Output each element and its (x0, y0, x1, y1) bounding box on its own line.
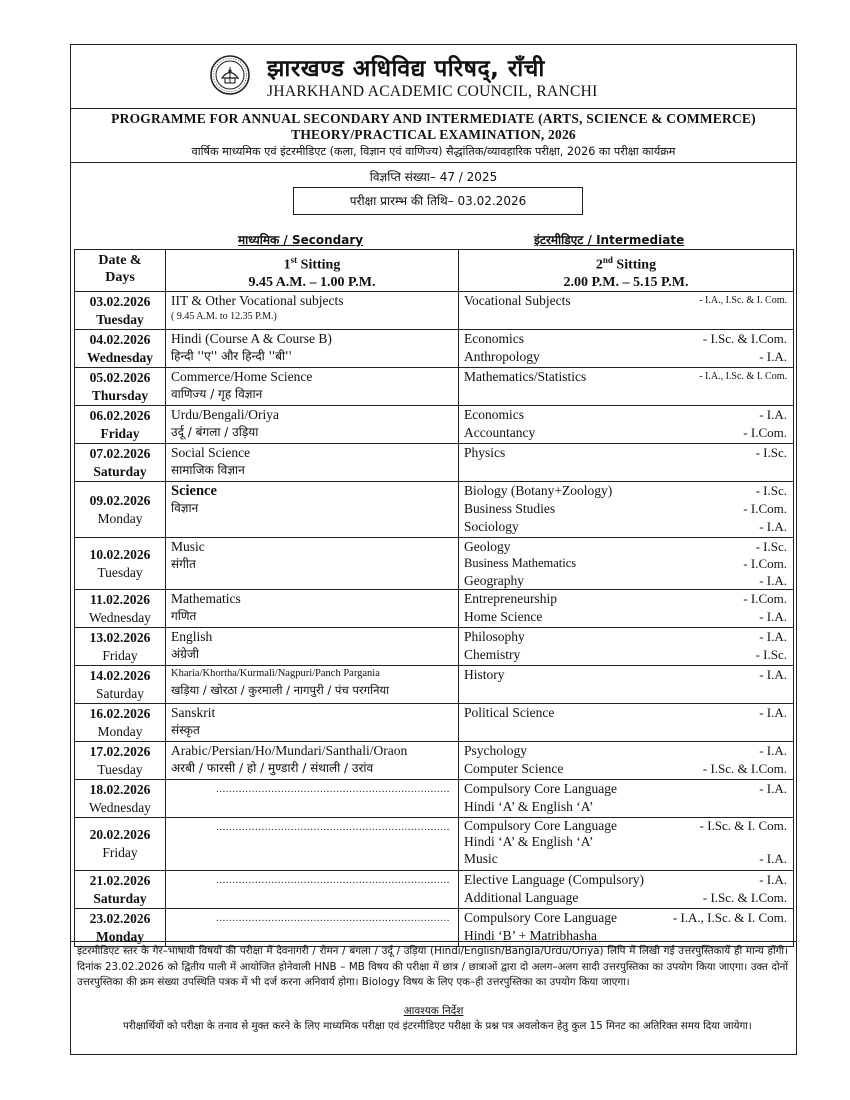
table-row (75, 870, 794, 908)
exam-start-date: परीक्षा प्रारम्भ की तिथि– 03.02.2026 (293, 187, 583, 215)
exam-date: 11.02.2026 (89, 591, 150, 607)
exam-day: Wednesday (86, 349, 154, 365)
stream: - I.Com. (743, 555, 787, 571)
stream: - I.A. (759, 780, 787, 796)
intermediate-subject-line (464, 646, 787, 664)
intermediate-label: इंटरमीडिएट / Intermediate (534, 233, 685, 247)
secondary-subject-cell (166, 405, 459, 443)
subject: Computer Science (464, 760, 564, 776)
sitting-word: Sitting (297, 257, 341, 273)
intermediate-subject-line (464, 760, 787, 778)
intermediate-subject-cell (459, 481, 794, 537)
intermediate-subject-cell (459, 291, 794, 329)
intermediate-subject-line (464, 889, 787, 907)
table-row (75, 779, 794, 817)
subject: Physics (464, 444, 506, 460)
subject: Business Studies (464, 500, 556, 516)
date-header-line-2: Days (105, 270, 135, 285)
sitting-ordinal: st (290, 255, 298, 265)
stream: - I.Sc. & I.Com. (702, 889, 787, 905)
secondary-subject-cell (166, 627, 459, 665)
second-sitting-header (459, 250, 794, 292)
stream: - I.A. (759, 742, 787, 758)
stream: - I.A. (759, 850, 787, 866)
secondary-subject-hindi: गणित (171, 608, 197, 623)
sitting-ordinal: nd (602, 255, 613, 265)
secondary-subject: Science (171, 482, 217, 499)
exam-day: Wednesday (89, 799, 151, 815)
intermediate-subject-cell (459, 367, 794, 405)
intermediate-subject-line (464, 292, 787, 310)
exam-day: Tuesday (97, 761, 143, 777)
subject: Economics (464, 406, 524, 422)
date-cell (75, 367, 166, 405)
exam-day: Saturday (93, 463, 147, 479)
secondary-subject-cell (166, 741, 459, 779)
date-header (75, 250, 166, 292)
secondary-subject-hindi: सामाजिक विज्ञान (171, 462, 245, 477)
exam-date: 14.02.2026 (89, 667, 151, 683)
exam-date: 16.02.2026 (89, 705, 151, 721)
intermediate-subject-cell (459, 627, 794, 665)
intermediate-subject-line (464, 590, 787, 608)
secondary-subject-cell (166, 291, 459, 329)
subject: Business Mathematics (464, 555, 577, 570)
table-row (75, 627, 794, 665)
intermediate-subject-cell (459, 537, 794, 589)
intermediate-subject-line (464, 572, 787, 589)
intermediate-subject-line (464, 368, 787, 386)
date-cell (75, 870, 166, 908)
secondary-subject: Urdu/Bengali/Oriya (171, 406, 279, 422)
intermediate-subject-line (464, 742, 787, 760)
subject: Vocational Subjects (464, 292, 571, 308)
intermediate-subject-line (464, 834, 787, 850)
letterhead (71, 45, 796, 109)
stream: - I.A. (759, 572, 787, 588)
table-row (75, 481, 794, 537)
table-row (75, 537, 794, 589)
intermediate-subject-line (464, 798, 787, 816)
intermediate-subject-line (464, 348, 787, 366)
subject: Biology (Botany+Zoology) (464, 482, 613, 498)
secondary-subject-hindi: उर्दू / बंगला / उड़िया (171, 424, 259, 439)
blank-dotted-line: ........................................................................ (216, 820, 450, 833)
stream: - I.Sc. (755, 646, 787, 662)
subject: Compulsory Core Language (464, 780, 617, 796)
sitting-number: 2 (595, 257, 603, 273)
exam-day: Tuesday (97, 564, 143, 580)
secondary-subject-cell (166, 779, 459, 817)
stream: - I.Sc. & I.Com. (702, 330, 787, 346)
subject: Anthropology (464, 348, 540, 364)
table-row (75, 589, 794, 627)
stream: - I.A. (759, 518, 787, 534)
stream: - I.Com. (743, 500, 787, 516)
stream: - I.A. (759, 704, 787, 720)
intermediate-subject-cell (459, 703, 794, 741)
date-cell (75, 329, 166, 367)
subject: History (464, 666, 505, 682)
date-header-line-1: Date & (98, 253, 142, 268)
intermediate-subject-line (464, 818, 787, 834)
secondary-subject: Music (171, 538, 205, 554)
secondary-subject: Commerce/Home Science (171, 368, 313, 384)
subject: Geography (464, 572, 524, 588)
stream: - I.Sc. (755, 538, 787, 554)
table-row (75, 443, 794, 481)
sitting-word: Sitting (612, 257, 657, 273)
secondary-subject-cell (166, 589, 459, 627)
table-row (75, 703, 794, 741)
date-cell (75, 291, 166, 329)
secondary-subject-hindi: खड़िया / खोरठा / कुरमाली / नागपुरी / पंच परगनिया (171, 682, 390, 697)
exam-day: Saturday (96, 685, 144, 701)
secondary-subject: Mathematics (171, 590, 241, 606)
stream: - I.A. (759, 608, 787, 624)
exam-day: Monday (97, 723, 143, 739)
secondary-subject: Kharia/Khortha/Kurmali/Nagpuri/Panch Pargania (171, 667, 380, 679)
secondary-subject: Social Science (171, 444, 251, 460)
exam-day: Saturday (93, 890, 147, 906)
table-row (75, 405, 794, 443)
subject: Hindi ‘A’ & English ‘A’ (464, 798, 594, 814)
intermediate-subject-cell (459, 665, 794, 703)
stream: - I.A., I.Sc. & I. Com. (672, 909, 787, 925)
exam-date: 03.02.2026 (89, 293, 151, 309)
date-cell (75, 405, 166, 443)
subject: Elective Language (Compulsory) (464, 871, 644, 887)
exam-day: Friday (102, 845, 138, 861)
intermediate-subject-line (464, 628, 787, 646)
intermediate-subject-cell (459, 779, 794, 817)
stream: - I.A., I.Sc. & I. Com. (699, 370, 787, 382)
subject: Psychology (464, 742, 528, 758)
table-row (75, 329, 794, 367)
second-sitting-title (459, 252, 793, 274)
exam-date: 21.02.2026 (89, 872, 151, 888)
date-cell (75, 481, 166, 537)
exam-day: Friday (102, 647, 138, 663)
notice-number: विज्ञप्ति संख्या– 47 / 2025 (369, 170, 498, 184)
subject: Accountancy (464, 424, 536, 440)
exam-date: 07.02.2026 (89, 445, 151, 461)
stream: - I.A. (759, 871, 787, 887)
secondary-subject: IIT & Other Vocational subjects (171, 292, 344, 308)
intermediate-subject-line (464, 850, 787, 868)
table-row (75, 367, 794, 405)
secondary-subject-hindi: हिन्दी ''ए'' और हिन्दी ''बी'' (171, 348, 292, 363)
stream: - I.Sc. & I.Com. (702, 760, 787, 776)
exam-notice-document (70, 44, 797, 1055)
secondary-subject: Arabic/Persian/Ho/Mundari/Santhali/Oraon (171, 742, 408, 758)
intermediate-subject-line (464, 909, 787, 927)
secondary-subject-hindi: अरबी / फारसी / हो / मुण्डारी / संथाली / उरांव (171, 760, 374, 775)
date-cell (75, 537, 166, 589)
exam-day: Monday (97, 510, 143, 526)
intermediate-subject-line (464, 518, 787, 536)
subject: Music (464, 850, 498, 866)
secondary-subject: Sanskrit (171, 704, 216, 720)
date-cell (75, 703, 166, 741)
blank-dotted-line: ........................................................................ (216, 782, 450, 795)
date-cell (75, 627, 166, 665)
exam-day: Thursday (91, 387, 149, 403)
stream: - I.A. (759, 666, 787, 682)
secondary-subject-cell (166, 329, 459, 367)
secondary-subject-hindi: विज्ञान (171, 500, 199, 515)
table-row (75, 741, 794, 779)
subject: Additional Language (464, 889, 579, 905)
table-row (75, 291, 794, 329)
intermediate-subject-cell (459, 817, 794, 870)
secondary-subject: Hindi (Course A & Course B) (171, 330, 332, 346)
exam-schedule-table (74, 249, 794, 947)
council-emblem-icon (210, 55, 250, 95)
subject: Compulsory Core Language (464, 909, 617, 925)
intermediate-subject-cell (459, 405, 794, 443)
stream: - I.A. (759, 348, 787, 364)
intermediate-subject-line (464, 538, 787, 555)
programme-title (71, 108, 796, 163)
instructions-paragraph: परीक्षार्थियों को परीक्षा के तनाव से मुक्त करने के लिए माध्यमिक परीक्षा एवं इंटरमीडिएट परीक्षा के प्रश्न पत्र अवलोकन हेतु कुल 15 मिनट का अतिरिक्त समय दिया जायेगा। (123, 1020, 752, 1032)
exam-date: 04.02.2026 (89, 331, 151, 347)
intermediate-subject-cell (459, 589, 794, 627)
stream: - I.Sc. & I. Com. (699, 817, 787, 833)
secondary-subject-hindi: संगीत (171, 556, 196, 571)
stream: - I.Com. (743, 590, 787, 606)
table-header-row (75, 250, 794, 292)
footer-paragraph: इंटरमीडिएट स्तर के गैर–भाषायी विषयों की परीक्षा में देवनागरी / रोमन / बंगला / उर्दू / उड़िया (Hindi/English/Bangla/Urdu/Oriya) लिपि में लिखी गई उत्तरपुस्तिकायें ही मान्य होंगी। दिनांक 23.02.2026 को द्वितीय पाली में आयोजित होनेवाली HNB – MB विषय की परीक्षा में छात्र / छात्राओं द्वारा दो अलग–अलग सादी उत्तरपुस्तिका का उपयोग किया जाएगा। उक्त दोनों उत्तरपुस्तिका की क्रम संख्या उपस्थिति पत्रक में भी दर्ज करना अनिवार्य होगा। Biology विषय के लिए एक–ही उत्तरपुस्तिका का उपयोग किया जाएगा। (77, 945, 788, 988)
stream: - I.Sc. (755, 482, 787, 498)
subject: Philosophy (464, 628, 525, 644)
exam-date: 20.02.2026 (89, 827, 151, 843)
council-name-hindi: झारखण्ड अधिविद्य परिषद्, राँची (267, 56, 545, 82)
intermediate-subject-cell (459, 870, 794, 908)
stream: - I.Com. (743, 424, 787, 440)
secondary-subject-cell (166, 870, 459, 908)
exam-date: 05.02.2026 (89, 369, 151, 385)
intermediate-subject-line (464, 871, 787, 889)
blank-dotted-line: ........................................................................ (216, 873, 450, 886)
intermediate-subject-cell (459, 741, 794, 779)
programme-line-1: PROGRAMME FOR ANNUAL SECONDARY AND INTERMEDIATE (ARTS, SCIENCE & COMMERCE) (111, 111, 756, 126)
stream: - I.A. (759, 406, 787, 422)
intermediate-subject-line (464, 330, 787, 348)
exam-date: 18.02.2026 (89, 781, 151, 797)
intermediate-subject-line (464, 406, 787, 424)
intermediate-subject-line (464, 555, 787, 572)
intermediate-subject-line (464, 704, 787, 722)
subject: Geology (464, 538, 511, 554)
sitting-number: 1 (283, 257, 291, 273)
exam-date: 06.02.2026 (89, 407, 151, 423)
exam-date: 23.02.2026 (89, 910, 151, 926)
intermediate-subject-line (464, 482, 787, 500)
subject: Mathematics/Statistics (464, 368, 587, 384)
subject: Compulsory Core Language (464, 817, 617, 833)
secondary-subject: English (171, 628, 213, 644)
intermediate-subject-line (464, 424, 787, 442)
footer-notes (71, 941, 796, 1055)
exam-date: 09.02.2026 (89, 492, 151, 508)
exam-date: 10.02.2026 (89, 546, 151, 562)
secondary-subject-hindi: वाणिज्य / गृह विज्ञान (171, 386, 263, 401)
subject: Home Science (464, 608, 543, 624)
intermediate-subject-line (464, 500, 787, 518)
secondary-subject-cell (166, 367, 459, 405)
intermediate-subject-line (464, 444, 787, 462)
first-sitting-title (166, 252, 458, 274)
secondary-subject-hindi: संस्कृत (171, 722, 200, 737)
date-cell (75, 443, 166, 481)
council-name-english: JHARKHAND ACADEMIC COUNCIL, RANCHI (267, 83, 598, 100)
first-sitting-header (166, 250, 459, 292)
table-row (75, 665, 794, 703)
exam-date: 13.02.2026 (89, 629, 151, 645)
date-cell (75, 817, 166, 870)
subject: Sociology (464, 518, 519, 534)
intermediate-subject-cell (459, 329, 794, 367)
exam-day: Friday (100, 425, 140, 441)
subject: Entrepreneurship (464, 590, 557, 606)
secondary-time-note: ( 9.45 A.M. to 12.35 P.M.) (171, 310, 277, 322)
secondary-subject-cell (166, 537, 459, 589)
intermediate-subject-line (464, 666, 787, 684)
secondary-subject-cell (166, 443, 459, 481)
secondary-subject-cell (166, 481, 459, 537)
exam-date: 17.02.2026 (89, 743, 151, 759)
date-cell (75, 665, 166, 703)
subject: Hindi ‘A’ & English ‘A’ (464, 833, 594, 849)
blank-dotted-line: ........................................................................ (216, 911, 450, 924)
exam-day: Wednesday (89, 609, 151, 625)
exam-day: Monday (95, 928, 144, 944)
intermediate-subject-line (464, 608, 787, 626)
stream: - I.A., I.Sc. & I. Com. (699, 294, 787, 306)
subject: Political Science (464, 704, 555, 720)
second-sitting-time: 2.00 P.M. – 5.15 P.M. (563, 274, 689, 290)
intermediate-subject-cell (459, 443, 794, 481)
subject: Hindi ‘B’ + Matribhasha (464, 927, 597, 943)
date-cell (75, 779, 166, 817)
date-cell (75, 589, 166, 627)
secondary-subject-cell (166, 703, 459, 741)
programme-line-hindi: वार्षिक माध्यमिक एवं इंटरमीडिएट (कला, विज्ञान एवं वाणिज्य) सैद्धांतिक/व्यावहारिक परीक्षा, 2026 का परीक्षा कार्यक्रम (191, 145, 676, 158)
exam-day: Tuesday (96, 311, 144, 327)
subject: Economics (464, 330, 524, 346)
stream: - I.Sc. (755, 444, 787, 460)
date-cell (75, 741, 166, 779)
stream: - I.A. (759, 628, 787, 644)
secondary-subject-hindi: अंग्रेजी (171, 646, 199, 661)
instructions-heading: आवश्यक निर्देश (403, 1005, 464, 1017)
programme-line-2: THEORY/PRACTICAL EXAMINATION, 2026 (291, 127, 576, 142)
secondary-subject-cell (166, 817, 459, 870)
first-sitting-time: 9.45 A.M. – 1.00 P.M. (248, 274, 376, 290)
table-row (75, 817, 794, 870)
intermediate-subject-line (464, 780, 787, 798)
secondary-label: माध्यमिक / Secondary (238, 233, 364, 247)
secondary-subject-cell (166, 665, 459, 703)
subject: Chemistry (464, 646, 521, 662)
